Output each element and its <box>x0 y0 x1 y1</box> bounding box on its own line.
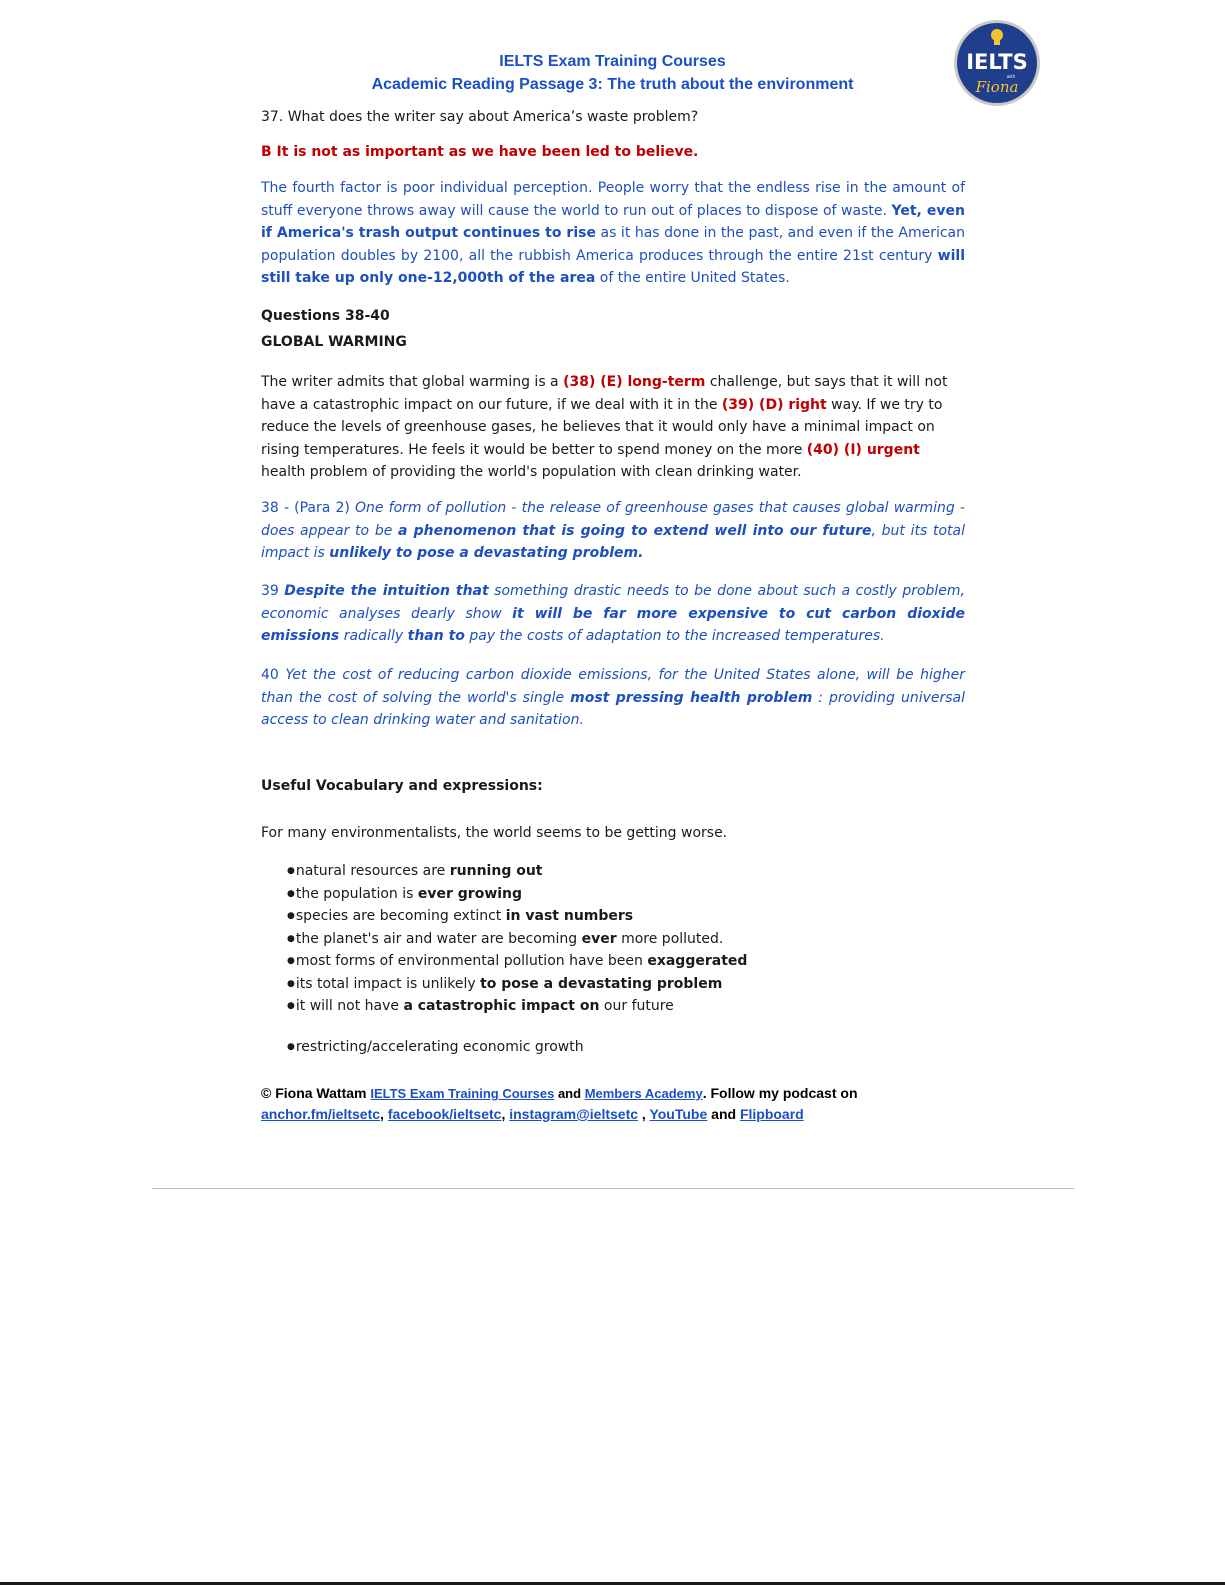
link-anchor[interactable]: anchor.fm/ieltsetc <box>261 1106 381 1122</box>
expl-37-bold-1: Yet, even if America's trash output continues to rise <box>261 202 965 241</box>
link-members-academy[interactable]: Members Academy <box>584 1086 703 1101</box>
page-divider <box>152 1188 1074 1189</box>
vocab-item: ● the planet's air and water are becoming ever more polluted. <box>287 928 887 951</box>
summary-text-2: challenge, but says that it will not have a catastrophic impact on our future, if we deal with it in the <box>261 374 948 413</box>
vocab-item-last: ● restricting/accelerating economic growth <box>287 1036 887 1059</box>
vocab-item: ● species are becoming extinct in vast numbers <box>287 905 887 928</box>
answer-37: B It is not as important as we have been led to believe. <box>261 144 699 160</box>
summary-text-3: way. If we try to reduce the levels of greenhouse gases, he believes that it would only have a minimal impact on rising temperatures. He feels it would be better to spend money on the more <box>261 396 943 458</box>
vocab-item: ● the population is ever growing <box>287 883 887 906</box>
ex40-text-2: : providing universal access to clean drinking water and sanitation. <box>261 689 965 728</box>
ex38-bold-1: a phenomenon that is going to extend well into our future <box>398 522 872 539</box>
ex39-bold-2: it will be far more expensive to cut carbon dioxide emissions <box>261 605 965 644</box>
ex40-text-1: Yet the cost of reducing carbon dioxide emissions, for the United States alone, will be higher than the cost of solving the world's single <box>261 667 966 706</box>
ex39-text-2: radically <box>339 628 408 644</box>
footer: © Fiona Wattam IELTS Exam Training Courses and Members Academy. Follow my podcast on anchor.fm/ieltsetc, facebook/ieltsetc, instagram@ieltsetc , YouTube and Flipboard <box>261 1085 858 1122</box>
ex39-bold-1: Despite the intuition that <box>284 583 489 599</box>
summary-text-4: health problem of providing the world's population with clean drinking water. <box>261 464 802 480</box>
vocab-intro: For many environmentalists, the world seems to be getting worse. <box>261 825 728 841</box>
vocab-list-extra <box>287 1036 887 1059</box>
ex38-num: 38 - (Para 2) <box>261 500 356 516</box>
link-youtube[interactable]: YouTube <box>649 1106 708 1122</box>
ex39-text-3: pay the costs of adaptation to the increased temperatures. <box>464 628 885 644</box>
vocab-list <box>287 860 887 1018</box>
topic-heading: GLOBAL WARMING <box>261 334 407 350</box>
logo-text: IELTS <box>966 50 1028 74</box>
answer-38: (38) (E) long-term <box>563 374 706 390</box>
ex40-bold-1: most pressing health problem <box>570 689 813 706</box>
explanation-38 <box>261 497 965 565</box>
summary-text-1: The writer admits that global warming is a <box>261 374 564 390</box>
ex39-bold-3: than to <box>407 628 465 644</box>
doc-title: IELTS Exam Training Courses <box>499 53 726 70</box>
copyright-text: © Fiona Wattam <box>261 1085 371 1101</box>
questions-heading: Questions 38-40 <box>261 308 390 324</box>
summary-paragraph <box>261 371 965 484</box>
ex38-bold-2: unlikely to pose a devastating problem. <box>329 545 644 561</box>
link-facebook[interactable]: facebook/ieltsetc <box>387 1106 502 1122</box>
ex38-text-1: One form of pollution - the release of greenhouse gases that causes global warming - does appear to be <box>261 500 965 539</box>
link-flipboard[interactable]: Flipboard <box>739 1106 804 1122</box>
doc-subtitle: Academic Reading Passage 3: The truth about the environment <box>371 76 854 93</box>
expl-37-text-2: as it has done in the past, and even if the American population doubles by 2100, all the rubbish America produces through the entire 21st century <box>261 225 966 264</box>
expl-37-text-1: The fourth factor is poor individual perception. People worry that the endless rise in the amount of stuff everyone throws away will cause the world to run out of places to dispose of waste. <box>261 180 965 219</box>
ex39-text-1: something drastic needs to be done about such a costly problem, economic analyses dearly show <box>261 583 965 622</box>
explanation-40 <box>261 664 965 732</box>
question-37: 37. What does the writer say about America’s waste problem? <box>261 109 699 125</box>
vocab-item: ● it will not have a catastrophic impact on our future <box>287 995 887 1018</box>
vocab-heading: Useful Vocabulary and expressions: <box>261 778 543 794</box>
ielts-logo-icon <box>953 19 1041 107</box>
answer-39: (39) (D) right <box>721 396 827 413</box>
logo-tiny: with <box>1006 74 1016 79</box>
link-instagram[interactable]: instagram@ieltsetc <box>509 1106 639 1122</box>
follow-text: . Follow my podcast on <box>702 1085 858 1101</box>
vocab-item: ● most forms of environmental pollution have been exaggerated <box>287 950 887 973</box>
explanation-37 <box>261 177 965 290</box>
vocab-item: ● natural resources are running out <box>287 860 887 883</box>
ex39-num: 39 <box>261 583 285 599</box>
expl-37-bold-2: will still take up only one-12,000th of the area <box>261 247 965 286</box>
ex40-num: 40 <box>261 667 286 683</box>
expl-37-text-3: of the entire United States. <box>595 270 790 286</box>
ex38-text-2: , but its total impact is <box>261 522 966 561</box>
link-ielts-courses[interactable]: IELTS Exam Training Courses <box>370 1086 555 1101</box>
explanation-39 <box>261 580 965 648</box>
vocab-item: ● its total impact is unlikely to pose a devastating problem <box>287 973 887 996</box>
answer-40: (40) (I) urgent <box>806 441 920 458</box>
logo-sub: Fiona <box>975 78 1019 96</box>
